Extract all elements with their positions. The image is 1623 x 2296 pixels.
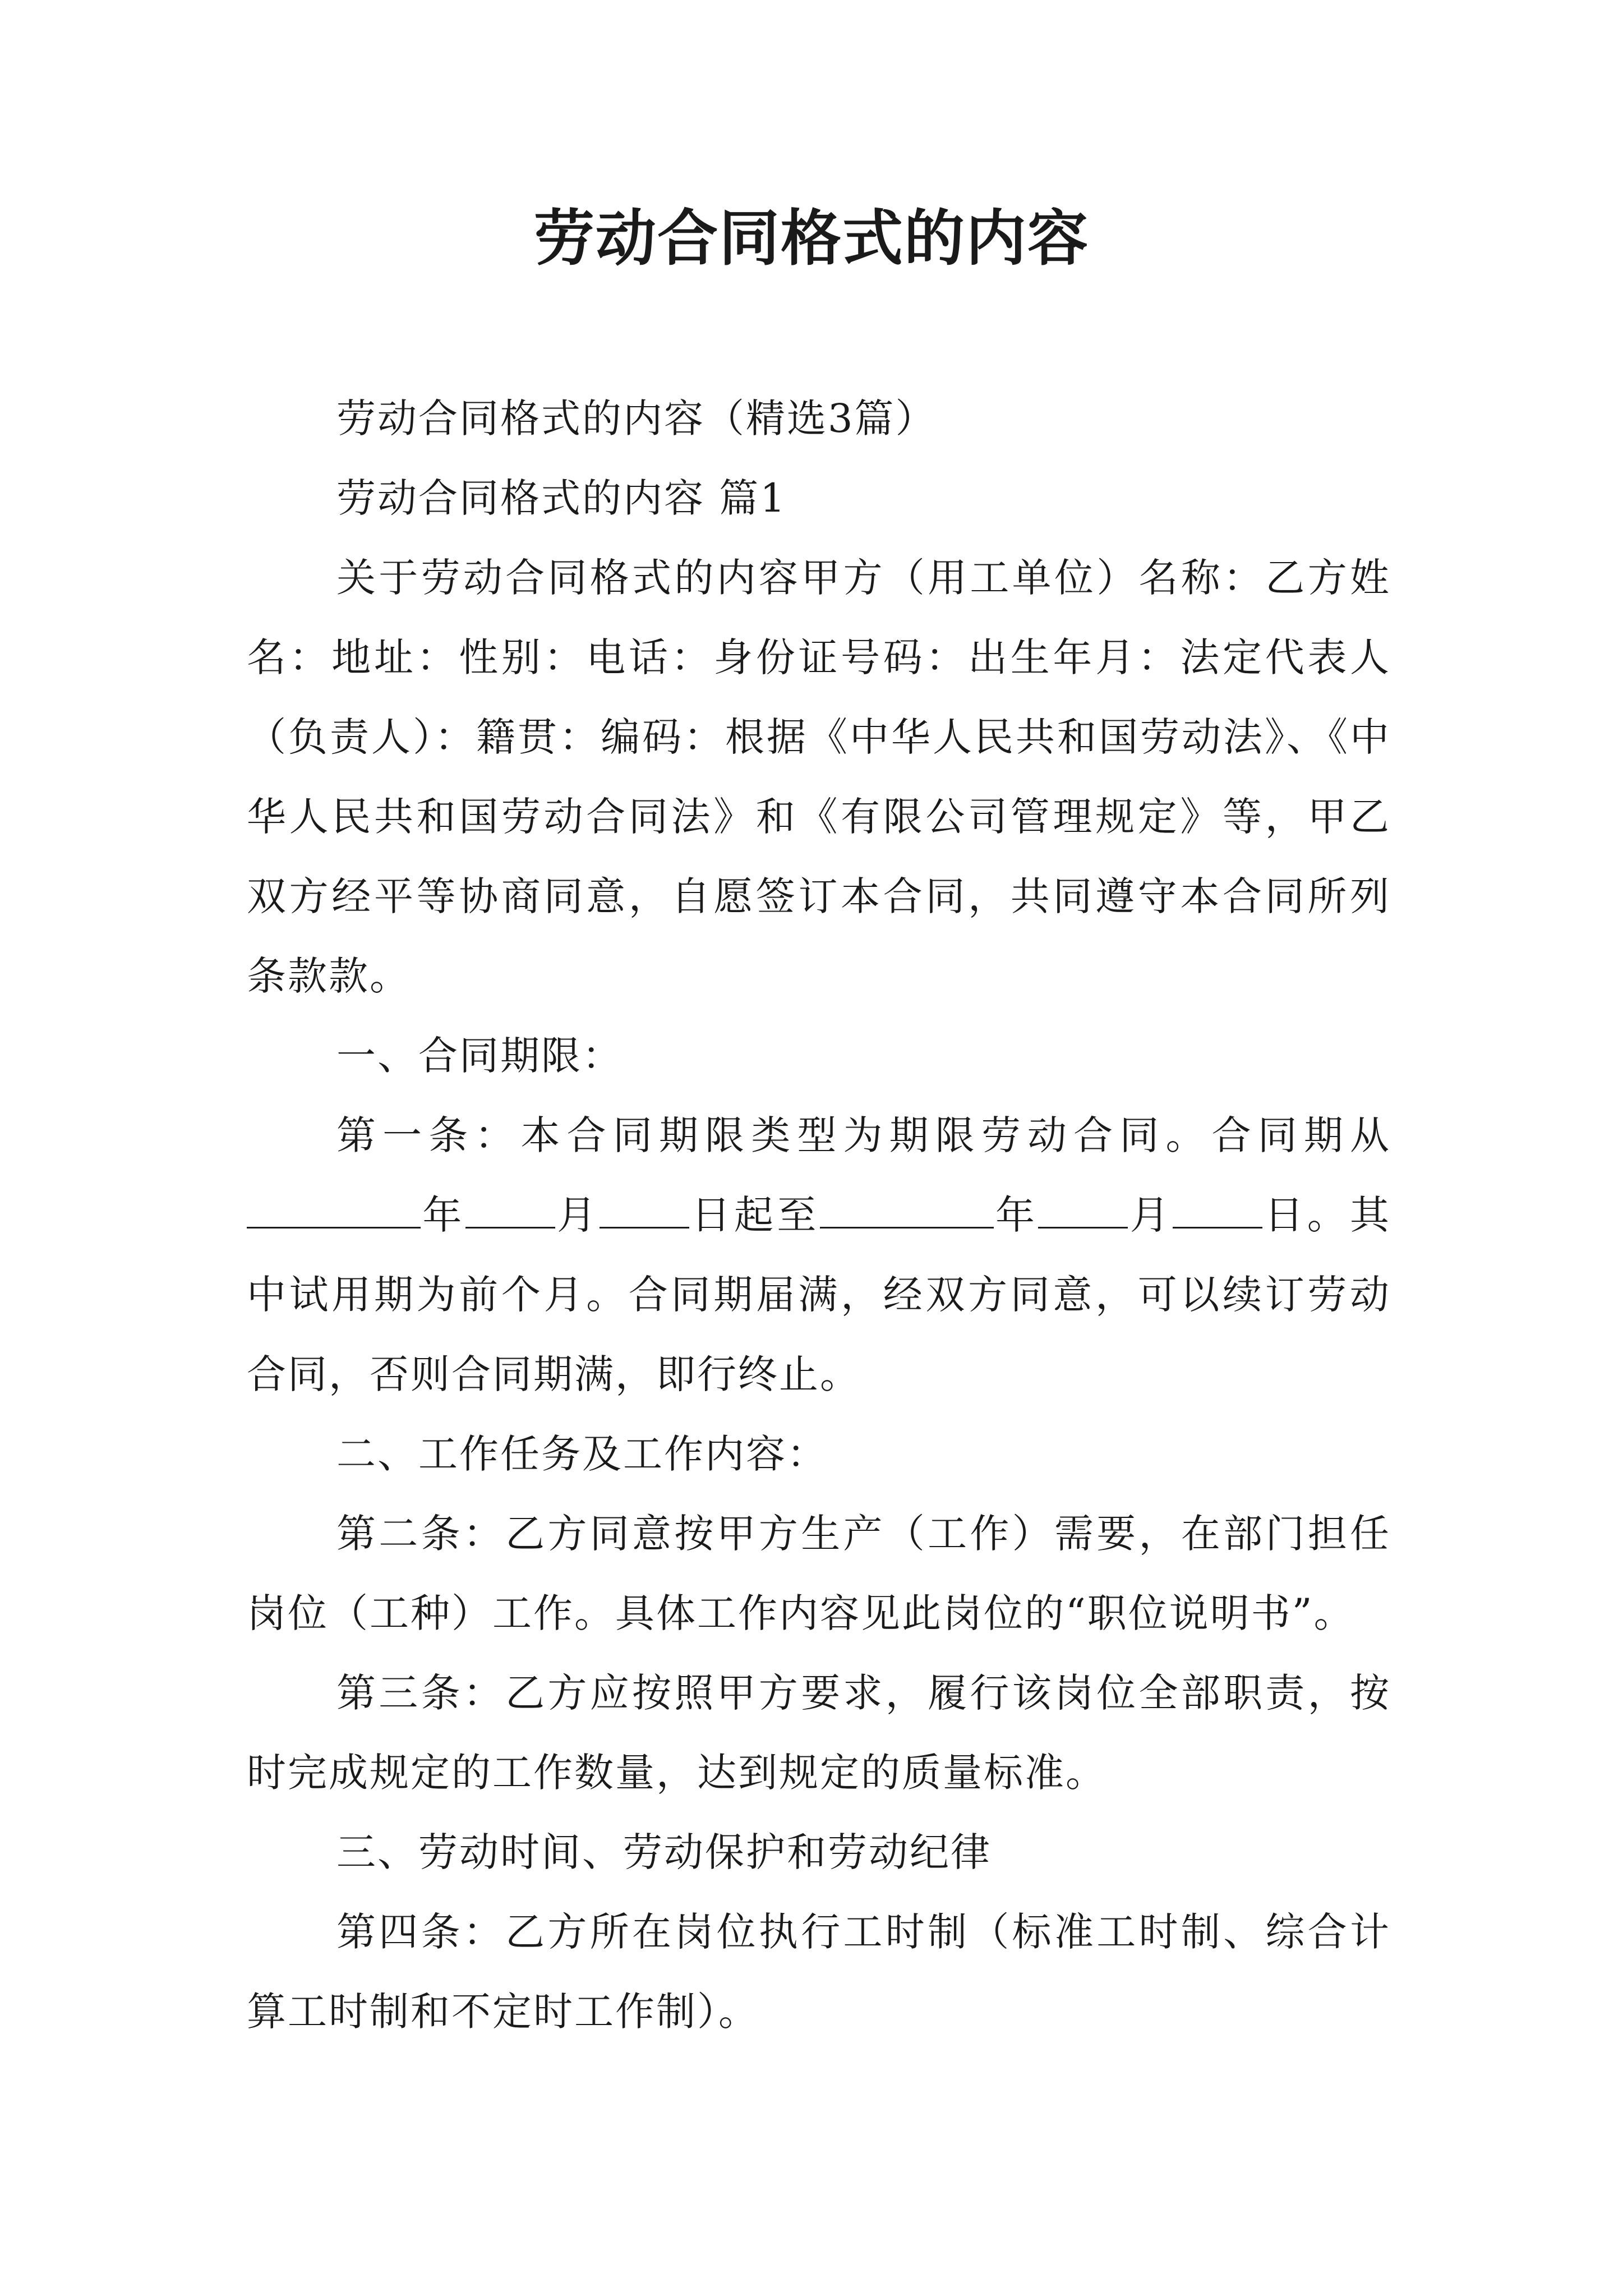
paragraph-heading-tasks: 二、工作任务及工作内容：	[336, 1431, 828, 1477]
paragraph-heading-term: 一、合同期限：	[336, 1033, 623, 1079]
paragraph-subtitle: 劳动合同格式的内容（精选3篇）	[336, 395, 937, 441]
paragraph-section-heading: 劳动合同格式的内容 篇1	[336, 475, 787, 521]
paragraph-article-4: 第四条：乙方所在岗位执行工时制（标准工时制、综合计算工时制和不定时工作制）。	[247, 1909, 1391, 2035]
label-month-1: 月	[555, 1192, 600, 1238]
document-body	[247, 379, 1391, 2051]
blank-month-end	[1038, 1193, 1128, 1228]
label-year-2: 年	[993, 1192, 1039, 1238]
article-1-text: 第一条：本合同期限类型为期限劳动合同。合同期从	[336, 1112, 1391, 1158]
paragraph-article-3: 第三条：乙方应按照甲方要求，履行该岗位全部职责，按时完成规定的工作数量，达到规定的质量标准。	[247, 1670, 1391, 1796]
blank-month-start	[465, 1193, 555, 1228]
label-month-2: 月	[1128, 1192, 1173, 1238]
blank-year-start	[247, 1193, 421, 1228]
blank-year-end	[820, 1193, 994, 1228]
label-year-1: 年	[421, 1192, 465, 1238]
label-day-2-rest: 日。其中试用期为前个月。合同期届满，经双方同意，可以续订劳动合同，否则合同期满，即行终止。	[247, 1192, 1391, 1397]
label-day-1: 日起至	[689, 1192, 820, 1238]
paragraph-article-1	[247, 1096, 1391, 1414]
blank-day-end	[1173, 1193, 1262, 1228]
paragraph-article-2: 第二条：乙方同意按甲方生产（工作）需要，在部门担任岗位（工种）工作。具体工作内容见此岗位的“职位说明书”。	[247, 1511, 1391, 1636]
blank-day-start	[600, 1193, 689, 1228]
paragraph-intro: 关于劳动合同格式的内容甲方（用工单位）名称：乙方姓名：地址：性别：电话：身份证号码：出生年月：法定代表人（负责人）：籍贯：编码：根据《中华人民共和国劳动法》、《中华人民共和国劳动合同法》和《有限公司管理规定》等，甲乙双方经平等协商同意，自愿签订本合同，共同遵守本合同所列条款款。	[247, 555, 1391, 999]
document-title: 劳动合同格式的内容	[533, 203, 1089, 274]
paragraph-heading-hours: 三、劳动时间、劳动保护和劳动纪律	[336, 1829, 992, 1875]
